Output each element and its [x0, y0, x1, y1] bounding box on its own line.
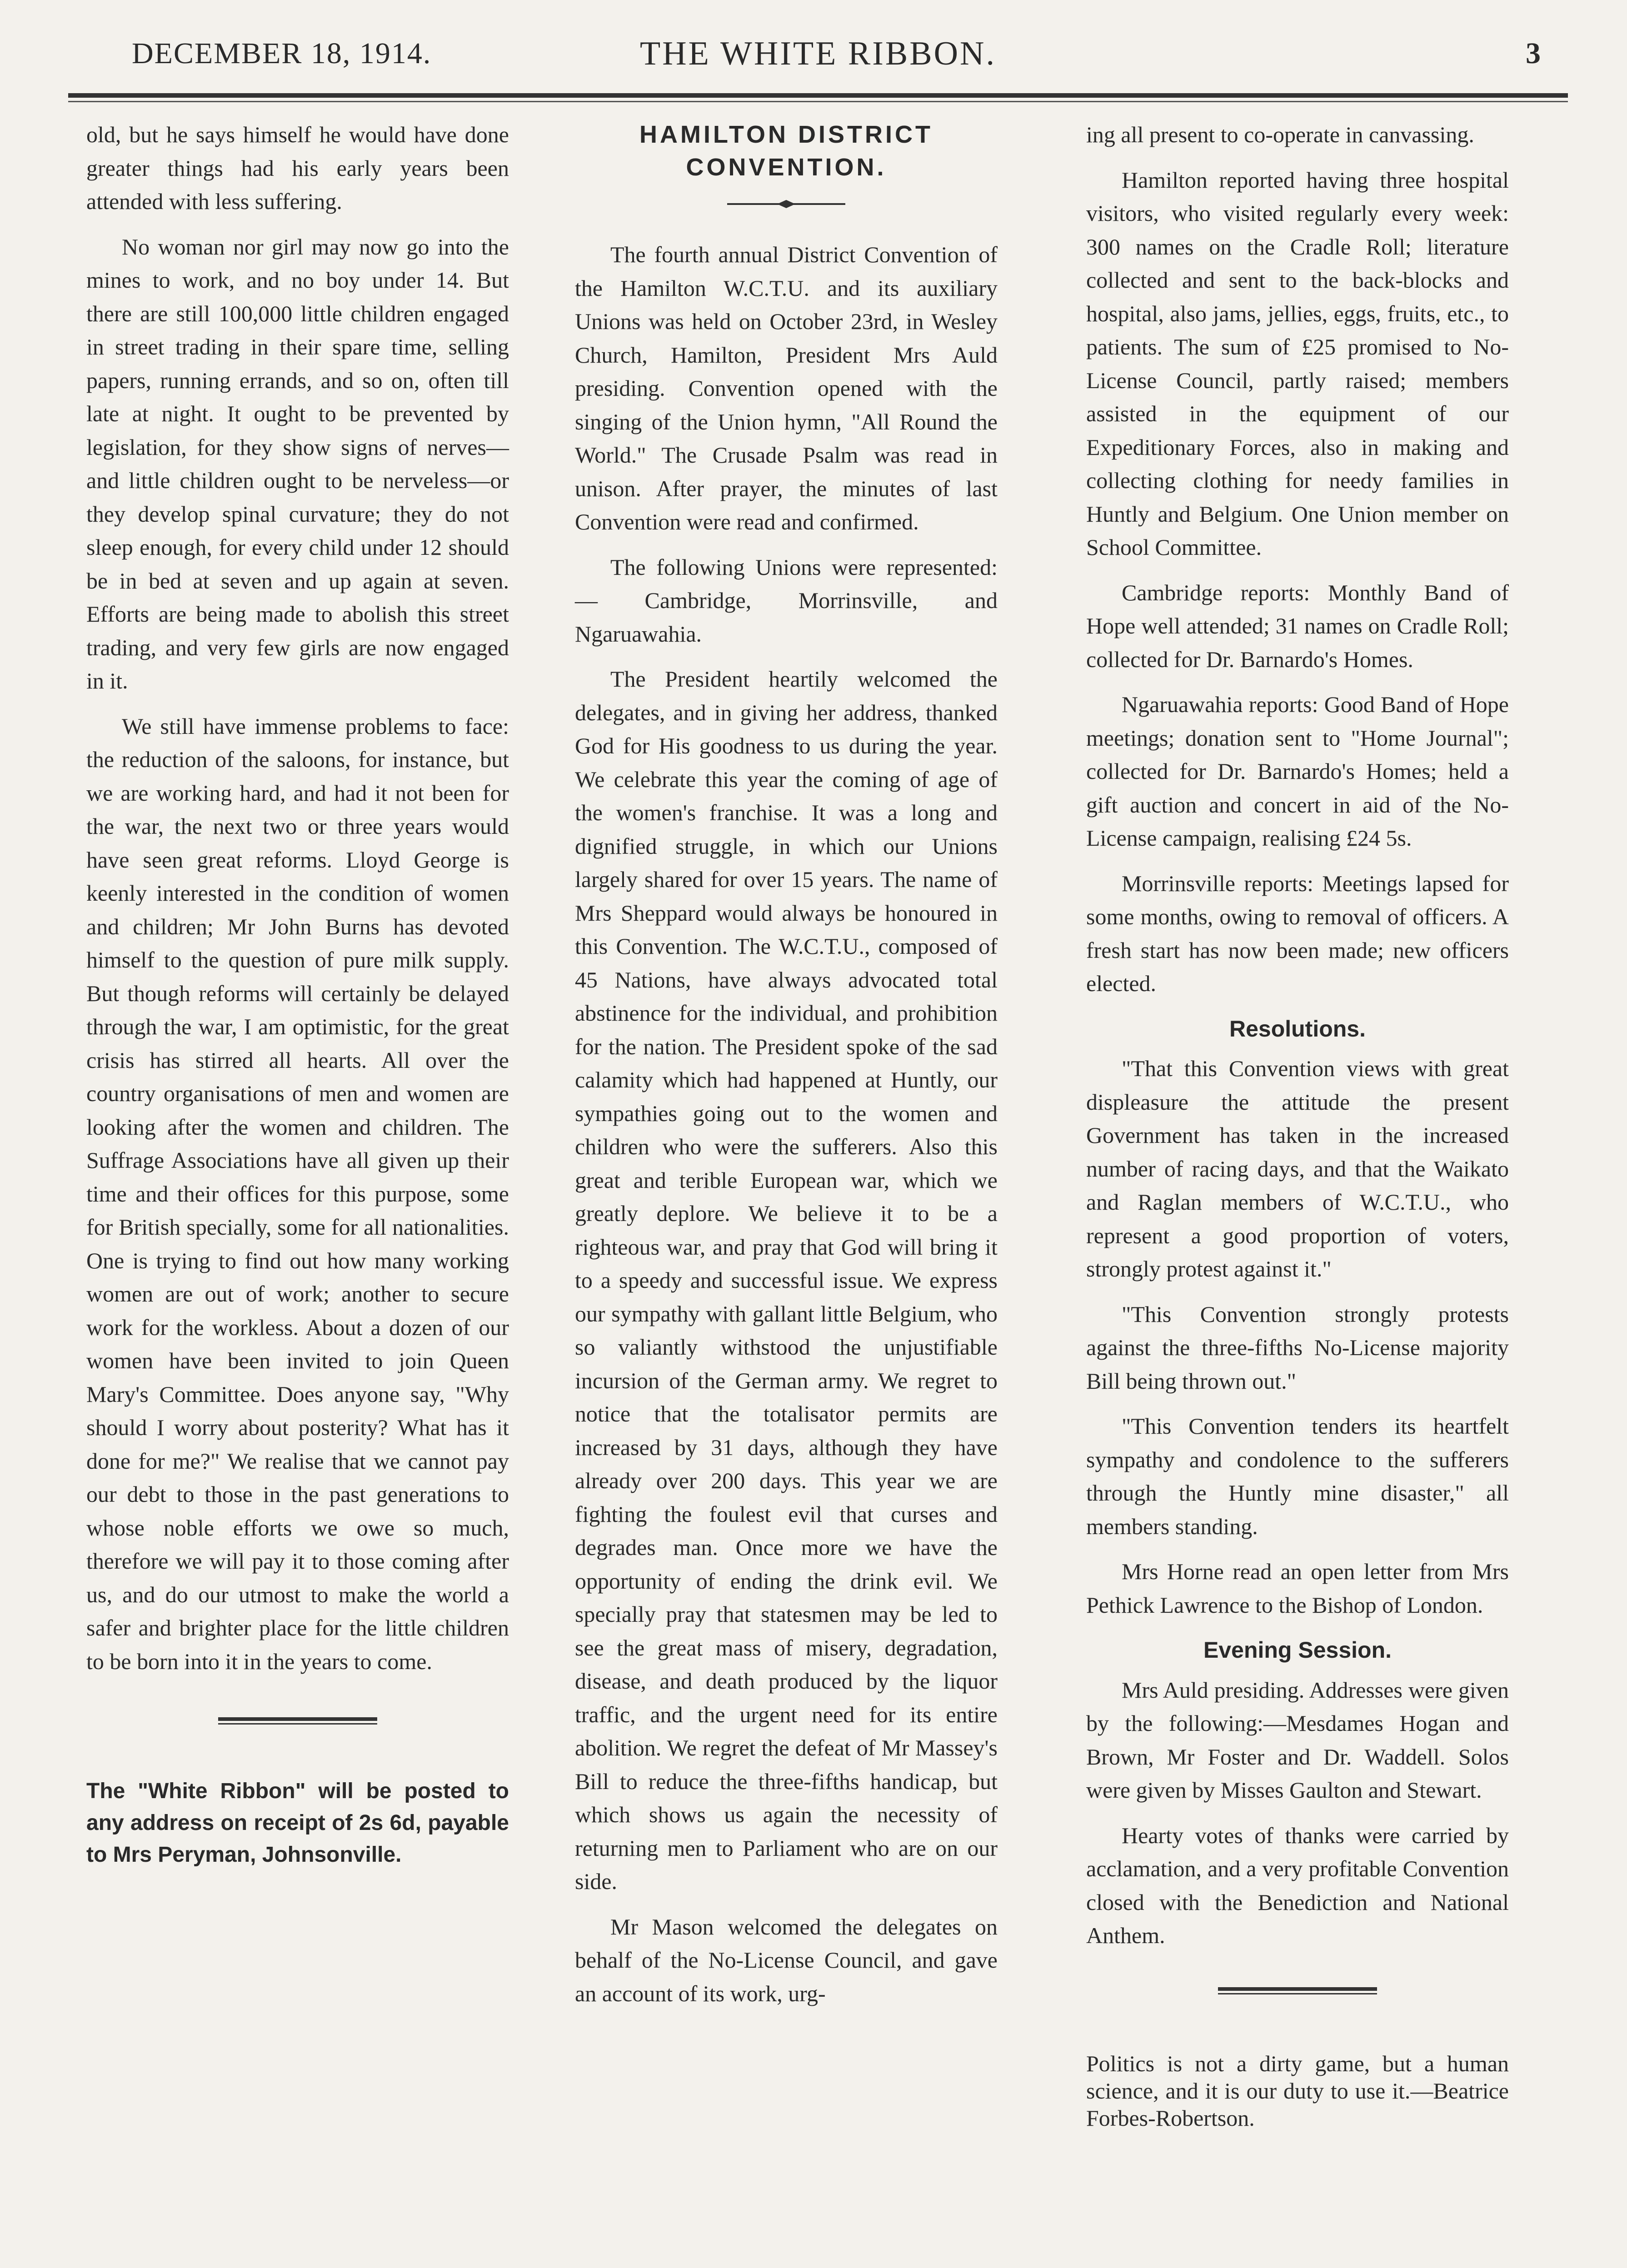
column-2 — [575, 118, 998, 2022]
ornament-divider — [718, 197, 854, 211]
paragraph: Mr Mason welcomed the delegates on behalf of the No-License Council, and gave an account of its work, urg- — [575, 1914, 998, 2006]
paragraph: The fourth annual District Convention of the Hamilton W.C.T.U. and its auxiliary Unions was held on October 23rd, in Wesley Church, Hamilton, President Mrs Auld presiding. Convention opened with the singing of the Union hymn, "All Round the World." The Crusade Psalm was read in unison. After prayer, the minutes of last Convention were read and confirmed. — [575, 242, 998, 534]
paragraph: We still have immense problems to face: the reduction of the saloons, for instance, but we are working hard, and had it not been for the war, the next two or three years would have seen great reforms. Lloyd George is keenly interested in the condition of women and children; Mr John Burns has devoted himself to the question of pure milk supply. But though reforms will certainly be delayed through the war, I am optimistic, for the great crisis has stirred all hearts. All over the country organisations of men and women are looking after the women and children. The Suffrage Associations have all given up their time and their offices for this purpose, some for British specially, some for all nationalities. One is trying to find out how many working women are out of work; another to secure work for the workless. About a dozen of our women have been invited to join Queen Mary's Committee. Does anyone say, "Why should I worry about posterity? What has it done for me?" We realise that we cannot pay our debt to those in the past generations to whose noble efforts we owe so much, therefore we will pay it to those coming after us, and do our utmost to make the world a safer and brighter place for the little children to be born into it in the years to come. — [86, 713, 509, 1674]
section-divider — [218, 1717, 377, 1725]
paragraph: Mrs Auld presiding. Addresses were given by the following:—Mesdames Hogan and Brown, Mr Foster and Dr. Waddell. Solos were given by Misses Gaulton and Stewart. — [1086, 1677, 1509, 1803]
resolution: "This Convention tenders its heartfelt sympathy and condolence to the sufferers through the Huntly mine disaster," all members standing. — [1086, 1413, 1509, 1539]
header-rule-thick — [68, 93, 1568, 98]
paragraph: No woman nor girl may now go into the mines to work, and no boy under 14. But there are still 100,000 little children engaged in street trading in their spare time, selling papers, running errands, and so on, often till late at night. It ought to be prevented by legislation, for they show signs of nerves—and little children ought to be nerveless—or they develop spinal curvature; they do not sleep enough, for every child under 12 should be in bed at seven and up again at seven. Efforts are being made to abolish this street trading, and very few girls are now engaged in it. — [86, 234, 509, 693]
header-rule-thin — [68, 101, 1568, 102]
publication-title: THE WHITE RIBBON. — [640, 35, 996, 72]
column-3 — [1086, 118, 1509, 2132]
column-1 — [86, 118, 509, 1871]
paragraph: Mrs Horne read an open letter from Mrs Pethick Lawrence to the Bishop of London. — [1086, 1559, 1509, 1618]
paragraph: Morrinsville reports: Meetings lapsed for some months, owing to removal of officers. A fresh start has now been made; new officers elected. — [1086, 870, 1509, 996]
paragraph: The following Unions were represented: — Cambridge, Morrinsville, and Ngaruawahia. — [575, 554, 998, 647]
subscription-notice: The "White Ribbon" will be posted to any address on receipt of 2s 6d, payable to Mrs Peryman, Johnsonville. — [86, 1779, 509, 1867]
paragraph: old, but he says himself he would have done greater things had his early years been attended with less suffering. — [86, 122, 509, 214]
paragraph: Ngaruawahia reports: Good Band of Hope meetings; donation sent to "Home Journal"; collected for Dr. Barnardo's Homes; held a gift auction and concert in aid of the No-License campaign, realising £24 5s. — [1086, 692, 1509, 851]
article-heading: HAMILTON DISTRICT CONVENTION. — [639, 121, 933, 181]
paragraph: The President heartily welcomed the delegates, and in giving her address, thanked God for His goodness to us during the year. We celebrate this year the coming of age of the women's franchise. It was a long and dignified struggle, in which our Unions largely shared for over 15 years. The name of Mrs Sheppard would always be honoured in this Convention. The W.C.T.U., composed of 45 Nations, have always advocated total abstinence for the individual, and prohibition for the nation. The President spoke of the sad calamity which had happened at Huntly, our sympathies going out to the women and children who were the sufferers. Also this great and terible European war, which we greatly deplore. We believe it to be a righteous war, and pray that God will bring it to a speedy and successful issue. We express our sympathy with gallant little Belgium, who so valiantly withstood the unjustifiable incursion of the German army. We regret to notice that the totalisator permits are increased by 31 days, although they have already over 200 days. This year we are fighting the foulest evil that curses and degrades man. Once more we have the opportunity of ending the drink evil. We specially pray that statesmen may be led to see the great mass of misery, degradation, disease, and death produced by the liquor traffic, and the urgent need for its entire abolition. We regret the defeat of Mr Massey's Bill to reduce the three-fifths handicap, but which shows us again the necessity of returning men to Parliament who are on our side. — [575, 666, 998, 1894]
paragraph: Cambridge reports: Monthly Band of Hope well attended; 31 names on Cradle Roll; collected for Dr. Barnardo's Homes. — [1086, 579, 1509, 672]
issue-date: DECEMBER 18, 1914. — [132, 37, 432, 70]
paragraph: Hearty votes of thanks were carried by acclamation, and a very profitable Convention closed with the Benediction and National Anthem. — [1086, 1822, 1509, 1948]
resolution: "That this Convention views with great displeasure the attitude the present Government has taken in the increased number of racing days, and that the Waikato and Raglan members of W.C.T.U., who represent a good proportion of voters, strongly protest against it." — [1086, 1056, 1509, 1281]
page-number: 3 — [1526, 37, 1541, 70]
paragraph: ing all present to co-operate in canvassing. — [1086, 122, 1474, 147]
resolution: "This Convention strongly protests against the three-fifths No-License majority Bill being thrown out." — [1086, 1301, 1509, 1394]
closing-quote: Politics is not a dirty game, but a human science, and it is our duty to use it.—Beatrice Forbes-Robertson. — [1086, 2050, 1509, 2131]
section-divider — [1218, 1987, 1377, 1995]
paragraph: Hamilton reported having three hospital visitors, who visited regularly every week: 300 names on the Cradle Roll; literature collected and sent to the back-blocks and hospital, also jams, jellies, eggs, fruits, etc., to patients. The sum of £25 promised to No-License Council, partly raised; members assisted in the equipment of our Expeditionary Forces, also in making and collecting clothing for needy families in Huntly and Belgium. One Union member on School Committee. — [1086, 167, 1509, 560]
resolutions-heading: Resolutions. — [1229, 1016, 1366, 1042]
page-header — [68, 32, 1568, 82]
evening-session-heading: Evening Session. — [1203, 1637, 1392, 1663]
